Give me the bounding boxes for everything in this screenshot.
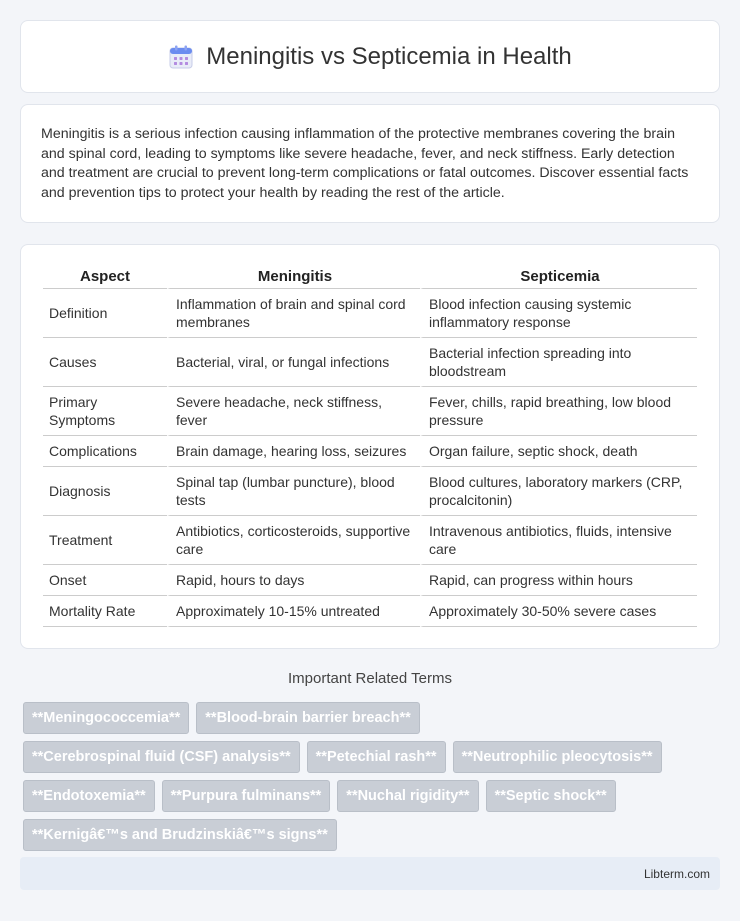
footer-site-link[interactable]: Libterm.com [643, 866, 710, 881]
related-terms-title: Important Related Terms [288, 670, 452, 687]
table-row [43, 565, 697, 596]
related-term-tag[interactable]: **Endotoxemia** [23, 780, 155, 812]
footer [20, 857, 720, 890]
row-aspect: Onset [43, 565, 167, 596]
related-terms-tags [23, 702, 703, 851]
row-septicemia: Fever, chills, rapid breathing, low blood pressure [420, 387, 697, 436]
page-title: Meningitis vs Septicemia in Health [206, 42, 572, 70]
related-term-tag[interactable]: **Meningococcemia** [23, 702, 189, 734]
related-term-tag[interactable]: **Kernigâ€™s and Brudzinskiâ€™s signs** [23, 819, 337, 851]
header-meningitis: Meningitis [167, 265, 420, 289]
row-septicemia: Rapid, can progress within hours [420, 565, 697, 596]
related-term-tag[interactable]: **Purpura fulminans** [162, 780, 331, 812]
comparison-table [43, 265, 697, 627]
row-meningitis: Antibiotics, corticosteroids, supportive care [167, 516, 420, 565]
row-aspect: Complications [43, 436, 167, 467]
header-aspect: Aspect [43, 265, 167, 289]
row-aspect: Primary Symptoms [43, 387, 167, 436]
row-aspect: Causes [43, 338, 167, 387]
row-meningitis: Brain damage, hearing loss, seizures [167, 436, 420, 467]
row-septicemia: Intravenous antibiotics, fluids, intensive care [420, 516, 697, 565]
related-term-tag[interactable]: **Petechial rash** [307, 741, 446, 773]
row-meningitis: Approximately 10-15% untreated [167, 596, 420, 627]
related-term-tag[interactable]: **Blood-brain barrier breach** [196, 702, 419, 734]
title-wrap [168, 43, 572, 71]
table-header-row [43, 265, 697, 289]
row-meningitis: Spinal tap (lumbar puncture), blood tests [167, 467, 420, 516]
calendar-icon [168, 44, 194, 70]
row-aspect: Treatment [43, 516, 167, 565]
row-meningitis: Severe headache, neck stiffness, fever [167, 387, 420, 436]
row-septicemia: Organ failure, septic shock, death [420, 436, 697, 467]
related-term-tag[interactable]: **Septic shock** [486, 780, 616, 812]
table-row [43, 596, 697, 627]
header-card [20, 20, 720, 93]
intro-text: Meningitis is a serious infection causing inflammation of the protective membranes covering the brain and spinal cord, leading to symptoms like severe headache, fever, and neck stiffness. Early detection and treatment are crucial to prevent long-term complications or fatal outcomes. Discover essential facts and prevention tips to protect your health by reading the rest of the article. [41, 126, 689, 201]
row-septicemia: Blood cultures, laboratory markers (CRP, procalcitonin) [420, 467, 697, 516]
table-row [43, 338, 697, 387]
table-row [43, 289, 697, 338]
row-meningitis: Rapid, hours to days [167, 565, 420, 596]
table-row [43, 516, 697, 565]
row-meningitis: Bacterial, viral, or fungal infections [167, 338, 420, 387]
table-row [43, 387, 697, 436]
row-aspect: Diagnosis [43, 467, 167, 516]
row-meningitis: Inflammation of brain and spinal cord membranes [167, 289, 420, 338]
comparison-table-card [20, 244, 720, 649]
row-septicemia: Approximately 30-50% severe cases [420, 596, 697, 627]
related-term-tag[interactable]: **Neutrophilic pleocytosis** [453, 741, 662, 773]
row-septicemia: Bacterial infection spreading into bloodstream [420, 338, 697, 387]
table-row [43, 436, 697, 467]
related-term-tag[interactable]: **Cerebrospinal fluid (CSF) analysis** [23, 741, 300, 773]
table-row [43, 467, 697, 516]
row-aspect: Definition [43, 289, 167, 338]
intro-card [20, 104, 720, 223]
row-aspect: Mortality Rate [43, 596, 167, 627]
header-septicemia: Septicemia [420, 265, 697, 289]
related-term-tag[interactable]: **Nuchal rigidity** [337, 780, 478, 812]
row-septicemia: Blood infection causing systemic inflammatory response [420, 289, 697, 338]
